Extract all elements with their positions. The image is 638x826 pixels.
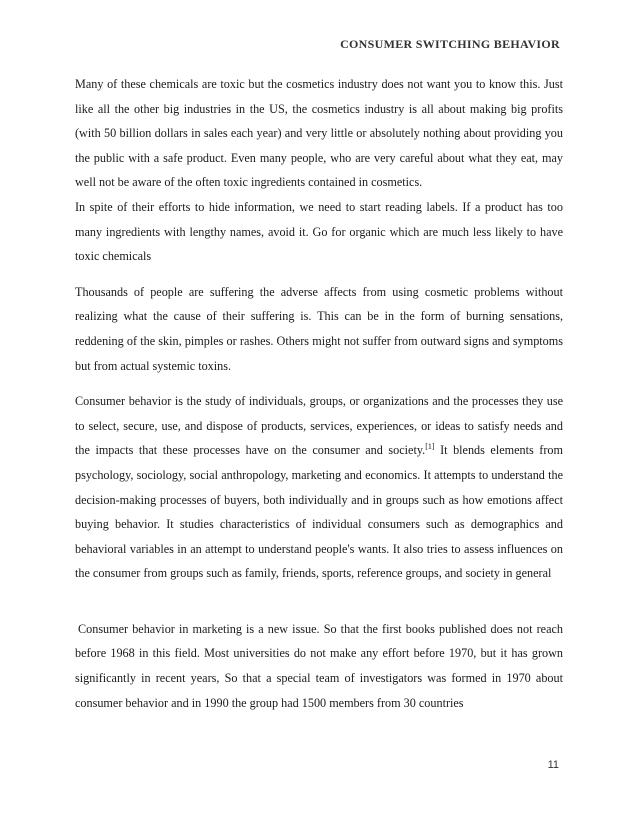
paragraph-toxic-chemicals-2: In spite of their efforts to hide information, we need to start reading labels. If a product has too many ingredients with lengthy names, avoid it. Go for organic which are much less likely to have toxic chemicals	[75, 199, 563, 264]
paragraph-adverse-effects: Thousands of people are suffering the adverse affects from using cosmetic problems without realizing what the cause of their suffering is. This can be in the form of burning sensations, reddening of the skin, pimples or rashes. Others might not suffer from outward signs and symptoms but from actual systemic toxins.	[75, 284, 563, 373]
citation-reference: [1]	[425, 442, 435, 452]
running-header: CONSUMER SWITCHING BEHAVIOR	[340, 37, 560, 51]
definition-continued-text: It blends elements from psychology, sociology, social anthropology, marketing and economics. It attempts to understand the decision-making processes of buyers, both individually and in groups such as how emotions affect buying behavior. It studies characteristics of individual consumers such as demographics and behavioral variables in an attempt to understand people's wants. It also tries to assess influences on the consumer from groups such as family, friends, sports, reference groups, and society in general	[75, 443, 563, 581]
paragraph-consumer-behavior-definition	[75, 389, 563, 586]
body-text	[75, 72, 563, 715]
paragraph-marketing-history: Consumer behavior in marketing is a new issue. So that the first books published does not reach before 1968 in this field. Most universities do not make any effort before 1970, but it has grown significantly in recent years, So that a special team of investigators was formed in 1970 about consumer behavior and in 1990 the group had 1500 members from 30 countries	[75, 621, 563, 710]
definition-text: Consumer behavior is the study of individuals, groups, or organizations and the processes they use to select, secure, use, and dispose of products, services, experiences, or ideas to satisfy needs and the impacts that these processes have on the consumer and society.	[75, 394, 563, 458]
page-number: 11	[547, 759, 559, 771]
paragraph-toxic-chemicals-1: Many of these chemicals are toxic but the cosmetics industry does not want you to know this. Just like all the other big industries in the US, the cosmetics industry is all about making big profits (with 50 billion dollars in sales each year) and very little or absolutely nothing about providing you the public with a safe product. Even many people, who are very careful about what they eat, may well not be aware of the often toxic ingredients contained in cosmetics.	[75, 77, 563, 190]
